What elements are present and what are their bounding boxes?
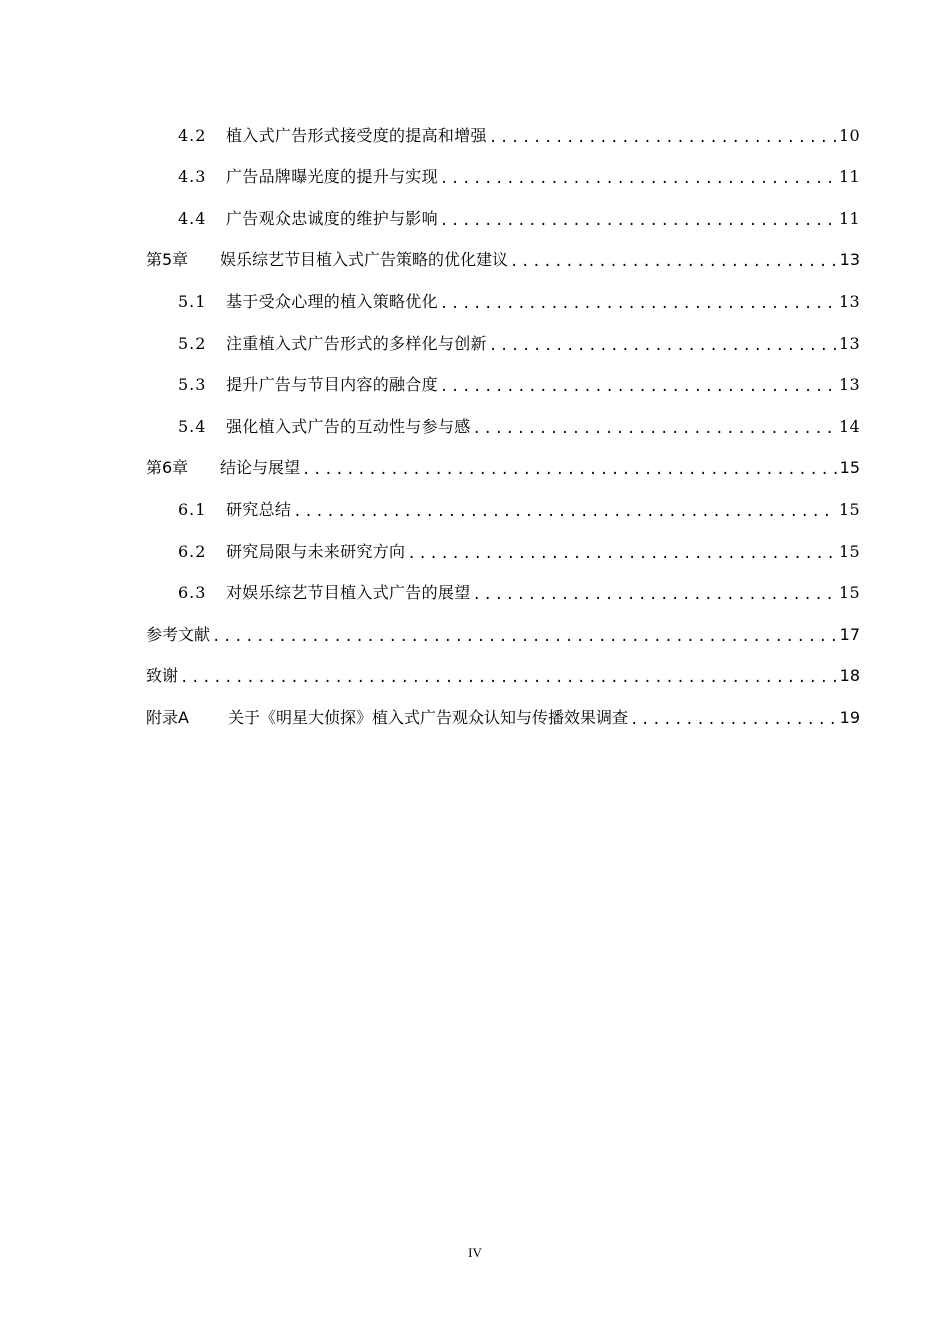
toc-entry-title: 提升广告与节目内容的融合度 (226, 375, 438, 395)
toc-entry-number: 4.2 (178, 125, 207, 145)
toc-entry-title: 对娱乐综艺节目植入式广告的展望 (226, 583, 471, 603)
toc-entry-number: 5.4 (178, 416, 207, 436)
toc-entry-title: 植入式广告形式接受度的提高和增强 (226, 125, 487, 145)
toc-entry-5-4[interactable] (146, 403, 860, 445)
toc-entry-number: 第5章 (146, 250, 189, 270)
toc-entry-4-3[interactable] (146, 154, 860, 196)
toc-entry-6-3[interactable] (146, 570, 860, 612)
toc-entry-page: 13 (839, 250, 860, 270)
toc-entry-title: 广告品牌曝光度的提升与实现 (226, 167, 438, 187)
toc-entry-6-1[interactable] (146, 486, 860, 528)
toc-entry-page: 19 (839, 707, 860, 727)
toc-entry-number: 6.3 (178, 583, 207, 603)
toc-entry-title: 关于《明星大侦探》植入式广告观众认知与传播效果调查 (228, 707, 629, 727)
toc-entry-title: 广告观众忠诚度的维护与影响 (226, 208, 438, 228)
toc-leader-dots (180, 670, 838, 686)
toc-entry-number: 5.1 (178, 291, 207, 311)
toc-leader-dots (489, 338, 837, 354)
toc-entry-page: 15 (839, 541, 860, 561)
toc-entry-title: 致谢 (146, 666, 179, 686)
toc-entry-number: 6.2 (178, 541, 207, 561)
toc-entry-page: 11 (839, 167, 860, 187)
toc-entry-6-2[interactable] (146, 528, 860, 570)
toc-entry-title: 娱乐综艺节目植入式广告策略的优化建议 (220, 250, 509, 270)
toc-leader-dots (489, 130, 837, 146)
toc-entry-page: 13 (839, 291, 860, 311)
toc-entry-page: 13 (839, 333, 860, 353)
toc-entry-number: 第6章 (146, 458, 189, 478)
toc-entry-page: 15 (839, 499, 860, 519)
toc-entry-title: 研究局限与未来研究方向 (226, 541, 406, 561)
toc-entry-appendix-a[interactable] (146, 694, 860, 736)
toc-entry-title: 结论与展望 (220, 458, 301, 478)
toc-entry-acknowledgements[interactable] (146, 653, 860, 695)
toc-leader-dots (440, 213, 837, 229)
toc-entry-title: 注重植入式广告形式的多样化与创新 (226, 333, 487, 353)
toc-entry-number: 5.2 (178, 333, 207, 353)
toc-entry-page: 18 (839, 666, 860, 686)
toc-leader-dots (440, 296, 837, 312)
toc-leader-dots (302, 462, 838, 478)
toc-leader-dots (630, 712, 838, 728)
toc-entry-chapter-5[interactable] (146, 237, 860, 279)
toc-leader-dots (407, 546, 837, 562)
toc-entry-references[interactable] (146, 611, 860, 653)
toc-entry-4-4[interactable] (146, 195, 860, 237)
page-number: IV (468, 1245, 482, 1260)
toc-entry-page: 14 (839, 416, 860, 436)
table-of-contents (146, 112, 860, 736)
toc-leader-dots (473, 421, 838, 437)
toc-leader-dots (293, 504, 837, 520)
toc-entry-5-2[interactable] (146, 320, 860, 362)
toc-leader-dots (473, 587, 838, 603)
toc-entry-title: 研究总结 (226, 499, 292, 519)
toc-leader-dots (440, 171, 837, 187)
toc-entry-number: 4.3 (178, 167, 207, 187)
toc-entry-number: 附录A (146, 707, 189, 727)
toc-entry-number: 4.4 (178, 208, 207, 228)
toc-entry-chapter-6[interactable] (146, 445, 860, 487)
toc-entry-page: 11 (839, 208, 860, 228)
toc-entry-page: 15 (839, 583, 860, 603)
toc-leader-dots (212, 629, 838, 645)
toc-entry-title: 强化植入式广告的互动性与参与感 (226, 416, 471, 436)
toc-entry-number: 5.3 (178, 375, 207, 395)
toc-leader-dots (510, 254, 838, 270)
toc-entry-page: 15 (839, 458, 860, 478)
toc-entry-4-2[interactable] (146, 112, 860, 154)
toc-entry-5-3[interactable] (146, 362, 860, 404)
toc-entry-page: 17 (839, 624, 860, 644)
toc-entry-title: 基于受众心理的植入策略优化 (226, 291, 438, 311)
toc-entry-page: 13 (839, 375, 860, 395)
toc-entry-page: 10 (839, 125, 860, 145)
toc-entry-title: 参考文献 (146, 624, 211, 644)
toc-leader-dots (440, 379, 837, 395)
toc-entry-number: 6.1 (178, 499, 207, 519)
toc-entry-5-1[interactable] (146, 278, 860, 320)
